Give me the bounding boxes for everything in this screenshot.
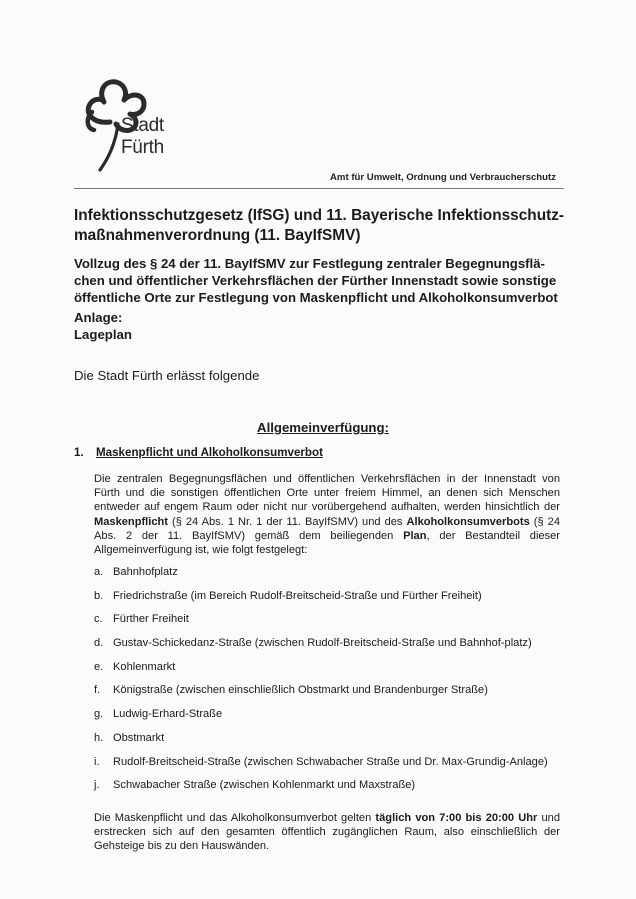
intro-sentence: Die Stadt Fürth erlässt folgende — [74, 368, 260, 383]
city-logo-text — [121, 115, 164, 159]
section-title: Maskenpflicht und Alkoholkonsumverbot — [96, 446, 323, 459]
list-item — [94, 563, 564, 582]
department-name: Amt für Umwelt, Ordnung und Verbraucherschutz — [330, 172, 557, 183]
list-item — [94, 729, 564, 748]
section-1-paragraph — [94, 472, 560, 557]
section-1-heading — [74, 446, 323, 459]
list-item — [94, 776, 564, 795]
list-item — [94, 681, 564, 700]
subtitle-line-2: chen und öffentlicher Verkehrsflächen der Fürther Innenstadt sowie sonstige — [74, 273, 557, 288]
list-item-text: Fürther Freiheit — [113, 613, 189, 626]
subtitle-line-1: Vollzug des § 24 der 11. BayIfSMV zur Festlegung zentraler Begegnungsflä- — [74, 256, 545, 271]
list-marker: j. — [94, 779, 100, 792]
closing-text: und erstrecken sich auf den gesamten öffentlich zugänglichen Raum, also einschließlich der Gehsteige bis zu den Hauswänden. — [94, 812, 560, 853]
list-marker: f. — [94, 684, 101, 697]
document-subtitle — [74, 255, 574, 306]
header-divider — [74, 188, 564, 189]
list-item-text: Kohlenmarkt — [113, 660, 176, 673]
list-marker: e. — [94, 660, 104, 673]
attachment-label: Anlage: — [74, 310, 123, 325]
list-marker: c. — [94, 613, 103, 626]
list-marker: a. — [94, 566, 104, 578]
list-marker: b. — [94, 589, 104, 602]
decree-heading-row — [0, 420, 636, 435]
location-list — [94, 563, 564, 800]
paragraph-bold-maskenpflicht: Maskenpflicht — [94, 515, 168, 528]
list-marker: d. — [94, 637, 104, 650]
list-marker: i. — [94, 755, 100, 768]
paragraph-bold-plan: Plan — [403, 529, 427, 542]
list-marker: h. — [94, 731, 104, 744]
list-item-text: Obstmarkt — [113, 731, 165, 744]
subtitle-line-3: öffentliche Orte zur Festlegung von Maskenpflicht und Alkoholkonsumverbot — [74, 290, 558, 305]
title-line-2: maßnahmenverordnung (11. BayIfSMV) — [74, 227, 361, 244]
list-item — [94, 658, 564, 677]
document-title — [74, 206, 574, 246]
closing-paragraph — [94, 811, 560, 854]
attachment-value: Lageplan — [74, 327, 132, 342]
list-item-text: Rudolf-Breitscheid-Straße (zwischen Schwabacher Straße und Dr. Max-Grundig-Anlage) — [113, 755, 548, 768]
paragraph-text: (§ 24 Abs. 2 der 11. BayIfSMV) gemäß dem beiliegenden — [94, 515, 560, 542]
section-number: 1. — [74, 446, 84, 459]
list-item-text: Schwabacher Straße (zwischen Kohlenmarkt und Maxstraße) — [113, 779, 416, 792]
paragraph-text: , der Bestandteil dieser Allgemeinverfügung ist, wie folgt festgelegt: — [94, 529, 560, 557]
logo-line-stadt: Stadt — [121, 115, 164, 136]
closing-text: Die Maskenpflicht und das Alkoholkonsumverbot gelten — [94, 812, 376, 824]
logo-line-fuerth: Fürth — [121, 137, 164, 158]
attachment-block — [74, 309, 132, 343]
list-item — [94, 753, 564, 772]
list-item-text: Ludwig-Erhard-Straße — [113, 708, 223, 721]
list-item-text: Gustav-Schickedanz-Straße (zwischen Rudolf-Breitscheid-Straße und Bahnhof-platz) — [113, 637, 532, 650]
paragraph-text: (§ 24 Abs. 1 Nr. 1 der 11. BayIfSMV) und des — [167, 515, 407, 528]
paragraph-text: Die zentralen Begegnungsflächen und öffentlichen Verkehrsflächen in der Innenstadt von Fürth und die sonstigen öffentlichen Orte unter freiem Himmel, an denen sich Menschen entweder auf engem Raum oder nicht nur vorübergehend aufhalten, werden hinsichtlich der — [94, 473, 560, 514]
list-item — [94, 705, 564, 724]
closing-bold-hours: täglich von 7:00 bis 20:00 Uhr — [375, 812, 538, 824]
list-item-text: Friedrichstraße (im Bereich Rudolf-Breitscheid-Straße und Fürther Freiheit) — [113, 589, 482, 602]
list-item — [94, 634, 564, 653]
list-item-text: Bahnhofplatz — [113, 566, 178, 578]
title-line-1: Infektionsschutzgesetz (IfSG) und 11. Bayerische Infektionsschutz- — [74, 207, 565, 224]
list-marker: g. — [94, 708, 104, 721]
decree-heading: Allgemeinverfügung: — [257, 420, 389, 435]
list-item — [94, 610, 564, 629]
paragraph-bold-alkoholkonsumverbot: Alkoholkonsumverbots — [406, 515, 530, 528]
list-item — [94, 587, 564, 606]
list-item-text: Königstraße (zwischen einschließlich Obstmarkt und Brandenburger Straße) — [113, 684, 488, 697]
